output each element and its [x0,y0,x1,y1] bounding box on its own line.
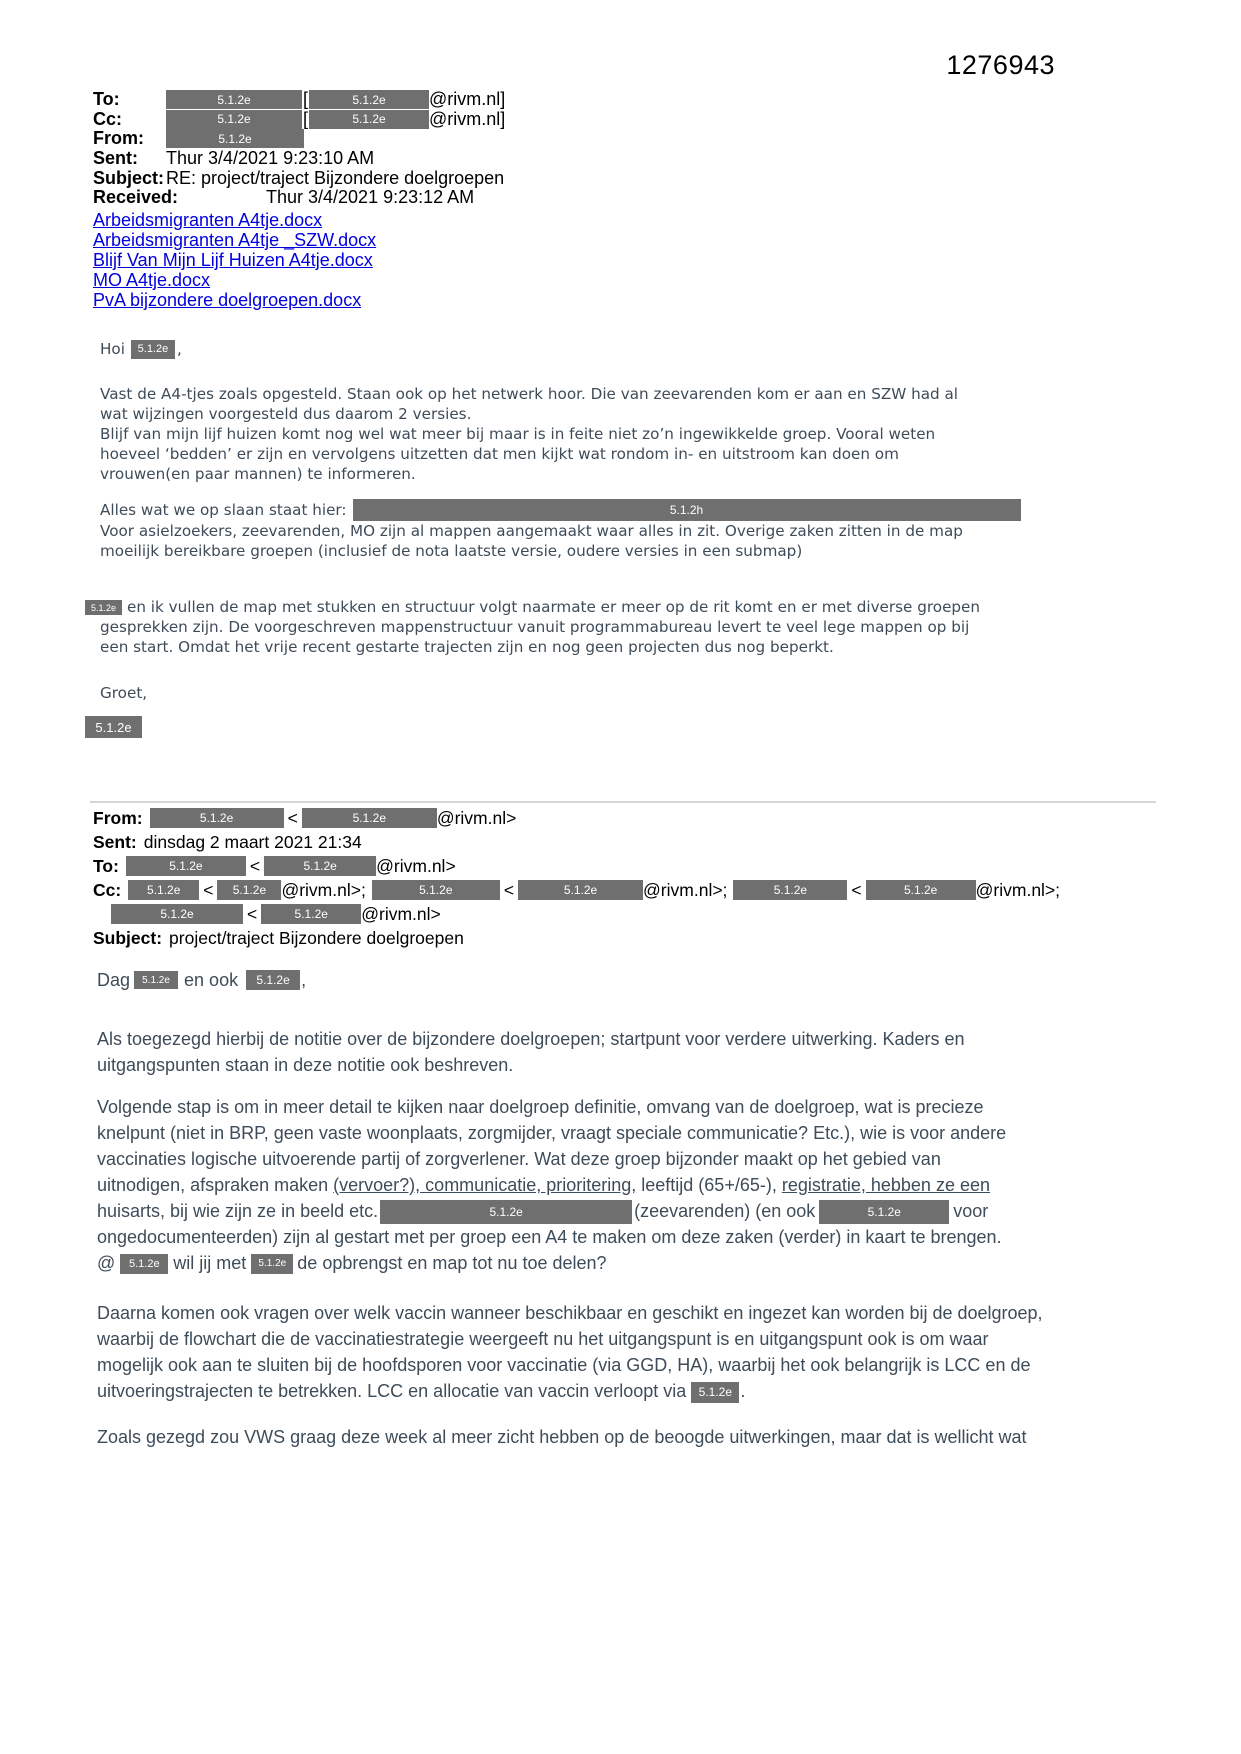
greeting-text: en ook [184,969,239,990]
body-line: wat wijzingen voorgesteld dus daarom 2 versies. [100,405,472,423]
attachment-link[interactable]: Blijf Van Mijn Lijf Huizen A4tje.docx [93,250,373,270]
to-label: To: [93,855,119,876]
email1-signature [95,716,1160,738]
attachment-link[interactable]: Arbeidsmigranten A4tje _SZW.docx [93,230,377,250]
body-line [97,1378,1187,1404]
body-line: Blijf van mijn lijf huizen komt nog wel wat meer bij maar is in feite niet zo’n ingewikkelde groep. Vooral weten [100,425,936,443]
email1-paragraph-3 [90,597,1160,657]
email2-subject-row [93,926,1060,950]
body-line [97,1198,1187,1224]
email2-cc-row-2 [93,902,1060,926]
email2-greeting [97,968,1187,992]
redaction-box: 5.1.2e [120,1254,168,1274]
email1-cc-row [93,110,505,130]
email1-received-row [93,188,505,208]
email2-to-row [93,854,1060,878]
angle-bracket: < [247,903,258,924]
email2-paragraph-D [97,1424,1187,1450]
from-label: From: [93,128,144,149]
email2-cc-row-1 [93,878,1060,902]
body-line: mogelijk ook aan te sluiten bij de hoofdsporen voor vaccinatie (via GGD, HA), waarbij het ook belangrijk is LCC en de [97,1355,1031,1375]
redaction-box: 5.1.2e [518,880,643,900]
body-line: vrouwen(en paar mannen) te informeren. [100,465,416,483]
body-line: Voor asielzoekers, zeevarenden, MO zijn al mappen aangemaakt waar alles in zit. Overige zaken zitten in de map [100,522,963,540]
greeting-text: Dag [97,969,131,990]
body-text: . [740,1381,746,1401]
email2-paragraph-C [97,1300,1187,1404]
body-line [97,1250,1187,1276]
redaction-box-h: 5.1.2h [353,499,1021,521]
address-suffix: @rivm.nl>; [281,879,366,900]
redaction-box: 5.1.2e [819,1200,949,1224]
redaction-box: 5.1.2e [733,880,847,900]
greeting-text: Hoi [100,340,125,358]
redaction-box: 5.1.2e [372,880,500,900]
cc-label: Cc: [93,108,123,129]
angle-bracket: < [203,879,214,900]
email1-from-row [93,129,505,149]
attachment-link[interactable]: PvA bijzondere doelgroepen.docx [93,290,362,310]
received-value: Thur 3/4/2021 9:23:12 AM [266,187,475,208]
angle-bracket: < [249,855,261,876]
subject-label: Subject: [93,927,163,948]
subject-value: RE: project/traject Bijzondere doelgroepen [166,167,505,188]
email2-paragraph-B [97,1094,1187,1276]
body-line: moeilijk bereikbare groepen (inclusief de nota laatste versie, oudere versies in een submap) [100,542,803,560]
body-text: voor [953,1201,989,1221]
body-text: uitnodigen, afspraken maken [97,1175,334,1195]
body-line: Daarna komen ook vragen over welk vaccin wanneer beschikbaar en geschikt en ingezet kan worden bij de doelgroep, [97,1303,1043,1323]
email-separator-line [90,801,1156,803]
redaction-box: 5.1.2e [150,808,284,828]
angle-bracket: < [851,879,862,900]
document-number: 1276943 [946,50,1055,80]
address-suffix: @rivm.nl> [361,903,441,924]
email2-header [93,806,1060,950]
redaction-box: 5.1.2e [302,808,437,828]
subject-label: Subject: [93,167,165,188]
body-line [97,1172,1187,1198]
body-line: gesprekken zijn. De voorgeschreven mappenstructuur vanuit programmabureau levert te veel lege mappen op bij [100,618,970,636]
body-text: wil jij met [173,1253,247,1273]
email1-body [90,338,1160,738]
bracket-text: [ [303,89,309,110]
email1-greeting [100,338,1160,360]
body-line: knelpunt (niet in BRP, geen vaste woonplaats, zorgmijder, vraagt speciale communicatie? Etc.), wie is voor andere [97,1123,1007,1143]
email1-paragraph-2 [100,498,1160,561]
address-suffix: @rivm.nl> [376,855,456,876]
angle-bracket: < [503,879,515,900]
to-address-suffix: @rivm.nl] [429,89,506,110]
redaction-box: 5.1.2e [866,880,976,900]
body-line: een start. Omdat het vrije recent gestarte trajecten zijn en nog geen projecten dus nog beperkt. [100,638,834,656]
cc-address-suffix: @rivm.nl] [429,108,506,129]
address-suffix: @rivm.nl> [436,807,517,828]
greeting-comma: , [301,969,307,990]
redaction-box: 5.1.2e [166,90,302,109]
redaction-box: 5.1.2e [85,600,122,615]
body-text: huisarts, bij wie zijn ze in beeld etc. [97,1201,379,1221]
to-label: To: [93,89,120,110]
sent-value: Thur 3/4/2021 9:23:10 AM [166,148,375,169]
sent-value: dinsdag 2 maart 2021 21:34 [143,831,362,852]
attachment-list [93,210,376,310]
email1-subject-row [93,168,505,188]
from-label: From: [93,807,143,828]
address-suffix: @rivm.nl>; [643,879,728,900]
redaction-box: 5.1.2e [309,90,429,109]
redaction-box: 5.1.2e [380,1200,632,1224]
redaction-box: 5.1.2e [134,971,178,989]
redaction-box: 5.1.2e [246,970,300,990]
redaction-box: 5.1.2e [166,129,304,148]
subject-value: project/traject Bijzondere doelgroepen [169,927,464,948]
email1-sent-row [93,149,505,169]
sent-label: Sent: [93,831,137,852]
body-line: Zoals gezegd zou VWS graag deze week al meer zicht hebben op de beoogde uitwerkingen, maar dat is wellicht wat [97,1427,1027,1447]
redaction-box: 5.1.2e [264,856,376,876]
redaction-box: 5.1.2e [309,110,429,129]
redaction-box: 5.1.2e [166,110,302,129]
sent-label: Sent: [93,148,138,169]
redaction-box: 5.1.2e [128,880,199,900]
email1-to-row [93,90,505,110]
body-text: leeftijd (65+/65-), [636,1175,782,1195]
underlined-text: registratie, hebben ze een [781,1175,990,1195]
storage-location-line [100,498,1160,521]
redaction-box: 5.1.2e [691,1382,739,1403]
body-line: hoeveel ‘bedden’ er zijn en vervolgens uitzetten dat men kijkt wat rondom in- en uitstroom kan doen om [100,445,899,463]
body-line: Volgende stap is om in meer detail te kijken naar doelgroep definitie, omvang van de doelgroep, wat is precieze [97,1097,984,1117]
body-line: waarbij de flowchart die de vaccinatiestrategie weergeeft nu het uitgangspunt is en uitgangspunt ook is om waar [97,1329,989,1349]
redaction-box: 5.1.2e [261,904,361,924]
body-line: ongedocumenteerden) zijn al gestart met per groep een A4 te maken om deze zaken (verder) in kaart te brengen. [97,1227,1002,1247]
body-text: uitvoeringstrajecten te betrekken. LCC en allocatie van vaccin verloopt via [97,1381,687,1401]
attachment-link[interactable]: Arbeidsmigranten A4tje.docx [93,210,323,230]
email2-paragraph-A [97,1026,1187,1078]
bracket-text: [ [303,108,309,129]
attachment-link[interactable]: MO A4tje.docx [93,270,211,290]
email1-paragraph-1 [100,384,1160,484]
email2-sent-row [93,830,1060,854]
body-line: Als toegezegd hierbij de notitie over de bijzondere doelgroepen; startpunt voor verdere uitwerking. Kaders en [97,1029,965,1049]
body-line: uitgangspunten staan in deze notitie ook beshreven. [97,1055,514,1075]
redaction-box: 5.1.2e [217,880,281,900]
redaction-box: 5.1.2e [251,1254,293,1274]
body-text: (zeevarenden) (en ook [634,1201,816,1221]
at-sign: @ [97,1253,116,1273]
redaction-box: 5.1.2e [131,340,175,359]
body-text: en ik vullen de map met stukken en structuur volgt naarmate er meer op de rit komt en er met diverse groepen [127,598,981,616]
email1-header [93,90,505,208]
email1-signoff: Groet, [100,684,148,702]
body-line: Alles wat we op slaan staat hier: [100,500,347,519]
greeting-comma: , [176,340,182,358]
body-text: de opbrengst en map tot nu toe delen? [297,1253,607,1273]
body-line: Vast de A4-tjes zoals opgesteld. Staan ook op het netwerk hoor. Die van zeevarenden kom er aan en SZW had al [100,385,959,403]
redaction-box: 5.1.2e [111,904,243,924]
received-label: Received: [93,187,179,208]
email2-from-row [93,806,1060,830]
angle-bracket: < [287,807,298,828]
redaction-box: 5.1.2e [85,716,142,738]
body-line: vaccinaties logische uitvoerende partij of zorgverlener. Wat deze groep bijzonder maakt op het gebied van [97,1149,941,1169]
body-line [90,597,1160,617]
redaction-box: 5.1.2e [126,856,246,876]
cc-label: Cc: [93,879,122,900]
address-suffix: @rivm.nl>; [975,879,1061,900]
underlined-text: (vervoer?), communicatie, prioritering, [333,1175,637,1195]
email2-body [97,968,1187,1450]
